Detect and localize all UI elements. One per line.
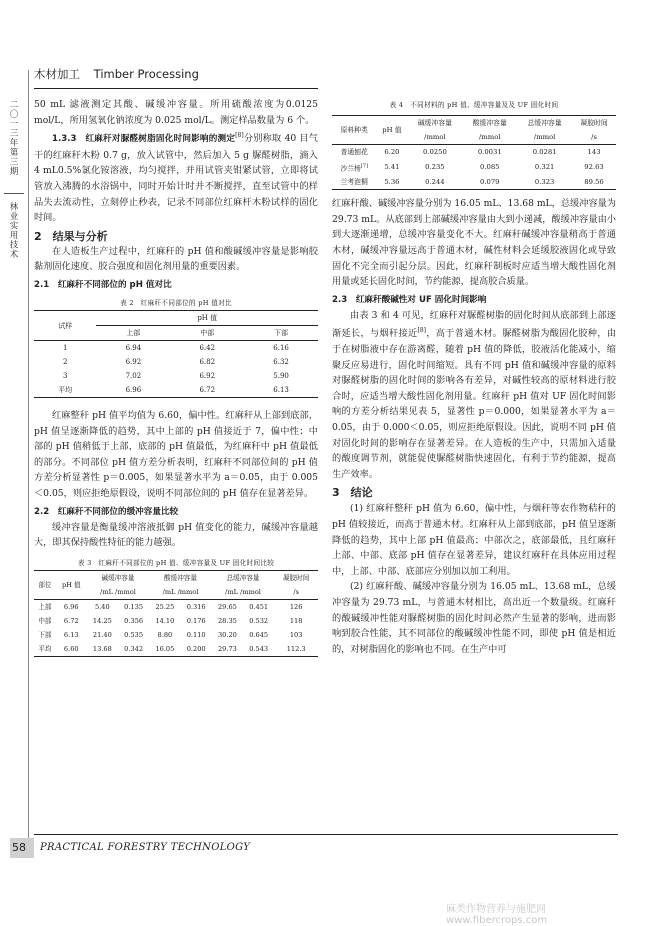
table4-header: 酸缓冲容量 — [472, 119, 507, 127]
paragraph-intro: 50 mL 滤液测定其酸、碱缓冲容量。所用硫酸浓度为0.0125 mol/L，所用氢氧化钠浓度为 0.025 mol/L。测定样品数量为 6 个。 — [34, 99, 318, 126]
table-cell: 6.94 — [125, 344, 142, 352]
citation-8[interactable]: [8] — [235, 132, 244, 140]
sidebar-strip — [0, 70, 29, 840]
table3-caption: 表 3 红麻秆不同部位的 pH 值、缓冲容量及 UF 固化时间比较 — [77, 558, 275, 567]
table4-unit: /mmol — [533, 133, 556, 141]
section-2-2-text: 缓冲容量是衡量缓冲溶液抵御 pH 值变化的能力，碱缓冲容量越大，即其保持酸性特征的能力越强。 — [34, 521, 318, 549]
table-cell: 30.20 — [217, 630, 237, 639]
table-cell: 0.0281 — [532, 148, 557, 156]
section-2-3-heading: 2.3 红麻秆酸碱性对 UF 固化时间影响 — [332, 294, 487, 305]
header-section-cn: 木材加工 — [34, 67, 80, 81]
table-cell: 21.40 — [92, 630, 112, 639]
table2-col-header: 上部 — [126, 329, 141, 337]
table-cell: 14.10 — [155, 616, 175, 625]
table-cell: 下部 — [38, 630, 52, 639]
section-2-text: 在人造板生产过程中，红麻秆的 pH 值和酸碱缓冲容量是影响胶黏剂固化速度、胶合强度和固化剂用量的重要因素。 — [34, 245, 318, 273]
table-cell: 0.110 — [186, 630, 206, 639]
table-cell: 6.13 — [63, 630, 79, 639]
table-row — [34, 628, 318, 642]
running-header — [34, 66, 199, 82]
section-2-heading: 2 结果与分析 — [34, 229, 108, 243]
table-row — [34, 642, 318, 657]
table-cell: 6.82 — [199, 358, 216, 366]
table-cell: 6.60 — [63, 644, 79, 653]
table-row — [34, 355, 318, 369]
table-row — [34, 369, 318, 383]
table-cell: 6.92 — [199, 372, 216, 380]
table-cell: 0.321 — [534, 163, 555, 172]
table-cell: 6.72 — [63, 616, 79, 625]
section-1-3-3-text: 分别称取 40 目气干的红麻秆木粉 0.7 g，放入试管中，然后加入 5 g 脲醛树脂，滴入 4 mL0.5%氯化铵溶液，均匀搅拌，并用试管夹钳紧试管，立即将试管放入沸腾的水浴锅中，同时开始计时并不断搅拌，直至试管中的样品失去流动性，立刻停止秒表，记录不同部位红麻杆木粉试样的固化时间。 — [34, 133, 318, 224]
table-cell: 0.0031 — [477, 148, 502, 156]
page-number: 58 — [12, 841, 26, 854]
table-cell: 0.532 — [249, 616, 269, 625]
section-2-3-text — [332, 308, 616, 483]
table4-header: 原料种类 — [332, 116, 376, 145]
section-3-heading: 3 结论 — [332, 486, 373, 500]
table-row — [34, 383, 318, 398]
table-cell: 0.135 — [124, 602, 144, 611]
table-cell: 6.72 — [199, 386, 216, 394]
footer-rule — [34, 834, 618, 835]
table2 — [34, 310, 318, 398]
table-cell — [332, 159, 376, 175]
table4-header: 凝胶时间 — [580, 119, 608, 127]
sidebar-divider — [4, 193, 24, 194]
left-column — [34, 97, 318, 657]
table-cell: 0.342 — [124, 644, 144, 653]
table-cell: 0.323 — [534, 178, 555, 187]
table3-unit: /mL /mmol — [100, 587, 136, 596]
table-cell: 5.40 — [95, 602, 110, 611]
table-cell: 0.176 — [186, 616, 206, 625]
table2-col-header: 下部 — [274, 329, 289, 337]
table-row — [34, 341, 318, 356]
table2-ph-header: pH 值 — [96, 311, 318, 326]
table-cell: 29.65 — [217, 602, 237, 611]
table4-header: 总缓冲容量 — [527, 119, 562, 127]
table-cell: 0.543 — [249, 644, 269, 653]
table4-header: pH 值 — [376, 116, 407, 145]
table3-header-acid: 酸缓冲容量 — [164, 573, 197, 582]
table-cell: 上部 — [38, 602, 52, 611]
section-1-3-3 — [34, 128, 318, 226]
section-2-3-text-a: 由表 3 和 4 可见，红麻秆对脲醛树脂的固化时间从底部到上部逐渐延长，与烟秆接近 — [332, 309, 616, 340]
table-cell: 0.235 — [425, 163, 445, 172]
table-cell: 13.68 — [92, 644, 112, 653]
table-cell: 3 — [63, 372, 68, 380]
table4-unit: /mmol — [424, 133, 446, 141]
citation-7[interactable]: [7] — [360, 163, 368, 169]
table3-header-alkali: 碱缓冲容量 — [101, 573, 135, 582]
table3-unit: /s — [293, 587, 299, 596]
conclusion-1: (1) 红麻秆整秆 pH 值为 6.60，偏中性，与烟秆等农作物秸秆的 pH 值较接近，而高于普通木材。红麻秆从上部到底部，pH 值呈逐渐降低的趋势，其中上部 pH 值最高；中部次之，底部最低，且红麻秆上部、中部、底部 pH 值存在显著差异，建议红麻秆在具体应用过程中，上部、中部、底部应分别加以加工利用。 — [332, 503, 616, 577]
table-cell: 普通刨花 — [340, 148, 368, 156]
table-cell: 92.63 — [584, 163, 604, 172]
table4-caption: 表 4 不同材料的 pH 值、缓冲容量及及 UF 固化时间 — [389, 101, 559, 109]
table-cell: 126 — [289, 602, 303, 611]
section-2-3-text-b: ，高于普通木材。脲醛树脂为酸固化胶种，由于在树脂液中存在游离醛，随着 pH 值的降低，胶液活化能减小，缩聚反应易进行，固化时间缩短。具有不同 pH 值和碱缓冲容量的原料对脲醛树脂的固化时间的影响各有差异，对碱性较高的原材料进行胶合时，应适当增大酸性固化剂用量。红麻秆 pH 值对 UF 固化时间影响的方差分析结果见表 5，显著性 p＝0.000，如果显著水平为 a＝0.05，由于 0.000＜0.05，则应拒绝原假设。因此，说明不同 pH 值对固化时间的影响存在显著差异。在人造板的生产中，只需加入适量的酸度调节剂，就能促使脲醛树脂快速固化，有利于节约能源，提高生产效率。 — [332, 328, 616, 480]
table3-header-total: 总缓冲容量 — [226, 573, 260, 582]
table-cell: 0.0250 — [422, 148, 447, 156]
table-cell: 0.079 — [480, 178, 500, 187]
table-cell: 0.535 — [124, 630, 144, 639]
table-cell: 7.02 — [125, 372, 142, 380]
section-2-2-heading: 2.2 红麻秆不同部位的缓冲容量比较 — [34, 506, 179, 517]
table3-unit: /mL /mmol — [225, 587, 261, 596]
table-cell: 平均 — [58, 386, 73, 394]
table3-header-ph: pH 值 — [56, 570, 87, 599]
table-cell: 8.80 — [157, 630, 173, 639]
table-cell: 0.244 — [425, 178, 445, 187]
table-cell: 112.3 — [286, 644, 306, 653]
table-cell: 兰考泡桐 — [340, 178, 368, 187]
table3-unit: /mL /mmol — [162, 587, 199, 596]
table-cell: 6.96 — [125, 386, 142, 394]
right-column — [332, 97, 616, 657]
watermark: 麻类作物营养与施肥网 www.fibercrops.com — [446, 904, 548, 926]
table-cell: 29.73 — [217, 644, 237, 653]
section-2-1-heading: 2.1 红麻秆不同部位的 pH 值对比 — [34, 280, 172, 290]
footer-journal-en: PRACTICAL FORESTRY TECHNOLOGY — [40, 842, 251, 853]
section-2-2-continued: 红麻秆酸、碱缓冲容量分别为 16.05 mL、13.68 mL，总缓冲容量为 29.73 mL。从底部到上部碱缓冲容量由大到小递减，酸缓冲容量由小到大逐渐递增，总缓冲容量变化不大。红麻秆碱缓冲容量稍高于普通木材，碱缓冲容量远高于普通木材，碱性材料会延缓胶液固化或导致固化不完全而引起分层。因此，红麻秆制板时应适当增大酸性固化剂用量或延长固化时间，节约能源，提高胶合质量。 — [332, 198, 616, 288]
table-cell: 平均 — [38, 644, 52, 653]
table-cell: 6.42 — [199, 344, 216, 352]
table-cell: 5.36 — [384, 178, 400, 187]
table3 — [34, 570, 318, 657]
table-cell: 103 — [289, 630, 303, 639]
table-cell: 2 — [63, 358, 68, 366]
table-cell: 0.645 — [249, 630, 269, 639]
table-cell: 0.085 — [480, 163, 500, 172]
table-cell: 5.41 — [384, 163, 400, 172]
table-cell: 中部 — [38, 616, 52, 625]
table4-unit: /mmol — [479, 133, 501, 141]
header-section-en: Timber Processing — [93, 67, 199, 81]
table-cell: 28.35 — [217, 616, 237, 625]
table-row — [34, 614, 318, 628]
table-cell: 0.316 — [186, 602, 206, 611]
table-row — [332, 175, 616, 190]
sidebar-journal: 林业实用技术 — [8, 202, 18, 259]
table-cell: 6.92 — [125, 358, 142, 366]
table-cell: 25.25 — [155, 602, 175, 611]
table-cell: 1 — [63, 344, 68, 352]
table-row — [332, 145, 616, 160]
table-cell: 6.32 — [273, 358, 289, 366]
table-cell: 143 — [587, 148, 601, 156]
table2-col-header: 中部 — [200, 329, 215, 337]
table-cell-text: 沙兰杨 — [340, 164, 361, 173]
conclusion-2: (2) 红麻秆酸、碱缓冲容量分别为 16.05 mL、13.68 mL，总缓冲容量为 29.73 mL，与普通木材相比，高出近一个数量级。红麻秆的酸碱缓冲性能对脲醛树脂的固化时间必然产生显著的影响，进而影响到胶合性能，其不同部位的酸碱缓冲性能不同，即使 pH 值是相近的，对树脂固化的影响也不同。在生产中可 — [332, 581, 616, 655]
citation-8[interactable]: [8] — [417, 327, 426, 335]
table-cell: 14.25 — [92, 616, 112, 625]
table-cell: 6.96 — [63, 602, 79, 611]
sidebar-year-issue: 二〇一三年第三期 — [8, 100, 18, 176]
table-cell: 5.90 — [273, 372, 289, 380]
table2-sample-header: 试样 — [34, 311, 96, 341]
section-1-3-3-heading: 1.3.3 红麻秆对脲醛树脂固化时间影响的测定 — [52, 134, 236, 145]
table-row — [332, 159, 616, 175]
header-rule — [34, 88, 318, 89]
table4-unit: /s — [591, 133, 597, 141]
table-cell: 6.16 — [273, 344, 289, 352]
table-cell: 6.13 — [273, 386, 289, 394]
table3-header-gel: 凝胶时间 — [282, 573, 310, 582]
table-cell: 6.20 — [384, 148, 400, 156]
table-row — [34, 599, 318, 614]
table3-header-part: 部位 — [34, 570, 56, 599]
table4 — [332, 115, 616, 190]
table-cell: 118 — [289, 616, 303, 625]
table-cell: 89.56 — [584, 178, 604, 187]
table-cell: 0.356 — [124, 616, 144, 625]
table-cell: 0.200 — [186, 644, 206, 653]
table-cell: 16.05 — [155, 644, 175, 653]
table-cell: 0.451 — [249, 602, 269, 611]
table2-caption: 表 2 红麻秆不同部位的 pH 值对比 — [120, 299, 232, 307]
section-2-1-text: 红麻整秆 pH 值平均值为 6.60，偏中性。红麻秆从上部到底部，pH 值呈逐渐降低的趋势，其中上部的 pH 值接近于 7，偏中性；中部的 pH 值稍低于上部，底部的 pH 值最低，为红麻秆中 pH 值最低的部分。不同部位 pH 值方差分析表明，红麻秆不同部位间的 pH 值方差分析显著性 p＝0.005，如果显著水平为 a＝0.05，由于 0.005＜0.05，则应拒绝原假设，说明不同部位间的 pH 值存在显著差异。 — [34, 410, 318, 499]
table4-header: 碱缓冲容量 — [417, 119, 452, 127]
